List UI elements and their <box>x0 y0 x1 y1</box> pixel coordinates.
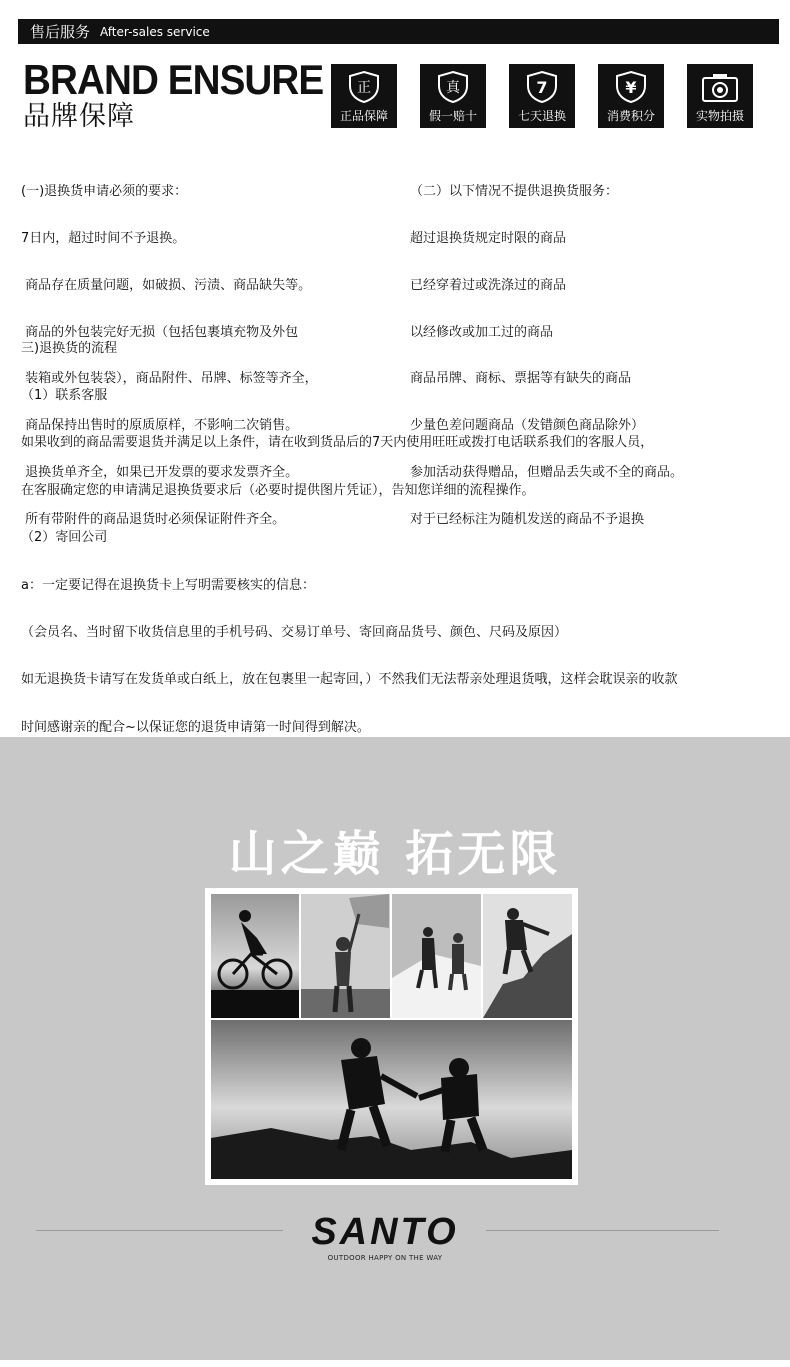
photo-snow-hikers <box>392 894 481 1018</box>
policy-line: 超过退换货规定时限的商品 <box>410 230 567 246</box>
brand-block <box>23 58 349 132</box>
policy-line: 退换货单齐全，如果已开发票的要求发票齐全。 <box>21 464 299 480</box>
policy-line: 少量色差问题商品（发错颜色商品除外） <box>410 418 645 434</box>
policy-line: 所有带附件的商品退货时必须保证附件齐全。 <box>21 511 286 527</box>
photo-rock-climber <box>483 894 572 1018</box>
badge-label: 消费积分 <box>606 109 655 123</box>
policy-line: 商品保持出售时的原质原样，不影响二次销售。 <box>21 418 299 434</box>
badge-glyph: 7 <box>536 78 548 97</box>
divider-right <box>486 1230 719 1231</box>
badge-authentic <box>331 64 397 128</box>
policy-line: 商品的外包装完好无损（包括包裹填充物及外包 <box>21 324 299 340</box>
process-line: （会员名、当时留下收货信息里的手机号码、交易订单号、寄回商品货号、颜色、尺码及原因） <box>21 624 568 640</box>
brand-logo <box>302 1212 468 1262</box>
brand-subtitle: 品牌保障 <box>23 101 135 132</box>
photo-summit-flag <box>301 894 390 1018</box>
shield-icon <box>524 70 560 104</box>
process-line: 如果收到的商品需要退货并满足以上条件，请在收到货品后的7天内使用旺旺或拨打电话联系我们的客服人员， <box>21 435 654 451</box>
shield-icon <box>435 70 471 104</box>
guarantee-badges <box>331 64 753 128</box>
badge-label: 实物拍摄 <box>695 109 744 123</box>
photo-helping-hand <box>211 1020 572 1179</box>
shield-icon <box>346 70 382 104</box>
logo-tagline: OUTDOOR HAPPY ON THE WAY <box>327 1254 443 1262</box>
header-title-cn: 售后服务 <box>30 23 91 41</box>
section-header-bar <box>18 19 779 44</box>
process-line: （1）联系客服 <box>21 387 108 403</box>
brand-title: BRAND ENSURE <box>23 56 324 103</box>
camera-icon <box>700 70 740 104</box>
policy-line: 参加活动获得赠品，但赠品丢失或不全的商品。 <box>410 464 684 480</box>
photo-cyclist <box>211 894 299 1018</box>
badge-glyph: 真 <box>446 80 460 96</box>
logo-wordmark: SANTO <box>311 1211 459 1253</box>
process-line: 在客服确定您的申请满足退换货要求后（必要时提供图片凭证），告知您详细的流程操作。 <box>21 482 535 498</box>
badge-real-photo <box>687 64 753 128</box>
divider-left <box>36 1230 283 1231</box>
policy-line: 装箱或外包装袋），商品附件、吊牌、标签等齐全， <box>21 371 318 387</box>
badge-seven-day <box>509 64 575 128</box>
policy-line: 对于已经标注为随机发送的商品不予退换 <box>410 511 645 527</box>
process-line: 如无退换货卡请写在发货单或白纸上，放在包裹里一起寄回，）不然我们无法帮亲处理退货哦，这样会耽误亲的收款 <box>21 672 678 688</box>
process-line: a：一定要记得在退换货卡上写明需要核实的信息： <box>21 577 315 593</box>
badge-genuine <box>420 64 486 128</box>
badge-label: 假一赔十 <box>428 109 477 123</box>
policy-line: 7日内，超过时间不予退换。 <box>21 230 186 246</box>
process-line: 时间感谢亲的配合~以保证您的退货申请第一时间得到解决。 <box>21 719 370 735</box>
policy-line: 以经修改或加工过的商品 <box>410 324 554 340</box>
badge-label: 七天退换 <box>517 109 566 123</box>
policy-line: 已经穿着过或洗涤过的商品 <box>410 277 567 293</box>
policy-heading: (一)退换货申请必须的要求： <box>21 184 188 200</box>
brand-banner <box>0 737 790 1360</box>
policy-heading: （二）以下情况不提供退换货服务： <box>410 184 619 200</box>
photo-collage <box>205 888 578 1185</box>
header-title-en: After-sales service <box>100 24 210 39</box>
process-line: （2）寄回公司 <box>21 530 108 546</box>
shield-icon <box>613 70 649 104</box>
policy-line: 商品存在质量问题，如破损、污渍、商品缺失等。 <box>21 277 312 293</box>
badge-glyph: ¥ <box>625 78 637 97</box>
process-line: 三)退换货的流程 <box>21 340 118 356</box>
banner-slogan: 山之巅 拓无限 <box>228 826 562 882</box>
badge-glyph: 正 <box>357 80 371 96</box>
policy-line: 商品吊牌、商标、票据等有缺失的商品 <box>410 371 632 387</box>
badge-points <box>598 64 664 128</box>
badge-label: 正品保障 <box>339 109 388 123</box>
